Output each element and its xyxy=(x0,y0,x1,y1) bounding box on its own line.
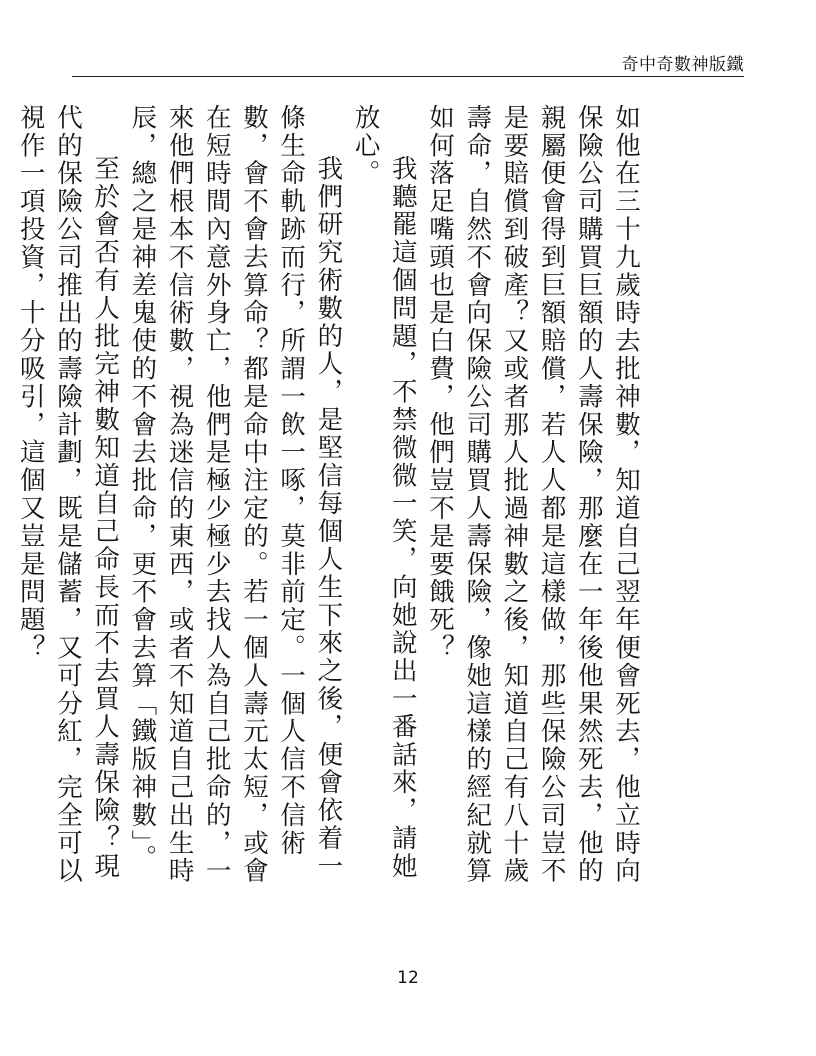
page-number: 12 xyxy=(397,968,419,988)
paragraph-3: 我們研究術數的人，是堅信每個人生下來之後，便會依着一條生命軌跡而行，所謂一飲一啄，莫非前定。一個人信不信術數，會不會去算命？都是命中注定的。若一個人壽元太短，或會在短時間內意外身亡，他們是極少極少去找人為自己批命的，一來他們根本不信術數，視為迷信的東西，或者不知道自己出生時辰，總之是神差鬼使的不會去批命，更不會去算「鐵版神數」。 xyxy=(127,104,344,886)
running-header: 奇中奇數神版鐵 xyxy=(621,55,744,75)
header-divider xyxy=(72,76,744,77)
paragraph-1: 如他在三十九歲時去批神數，知道自己翌年便會死去，他立時向保險公司購買巨額的人壽保險，那麼在一年後他果然死去，他的親屬便會得到巨額賠償，若人人都是這樣做，那些保險公司豈不是要賠償到破產？又或者那人批過神數之後，知道自己有八十歲壽命，自然不會向保險公司購買人壽保險，像她這樣的經紀就算如何落足嘴頭也是白費，他們豈不是要餓死？ xyxy=(424,104,641,886)
body-text xyxy=(15,104,644,894)
paragraph-4: 至於會否有人批完神數知道自己命長而不去買人壽保險？現代的保險公司推出的壽險計劃，既是儲蓄，又可分紅，完全可以視作一項投資，十分吸引，這個又豈是問題？ xyxy=(15,104,121,886)
paragraph-2: 我聽罷這個問題，不禁微微一笑，向她說出一番話來，請她放心。 xyxy=(350,104,418,881)
